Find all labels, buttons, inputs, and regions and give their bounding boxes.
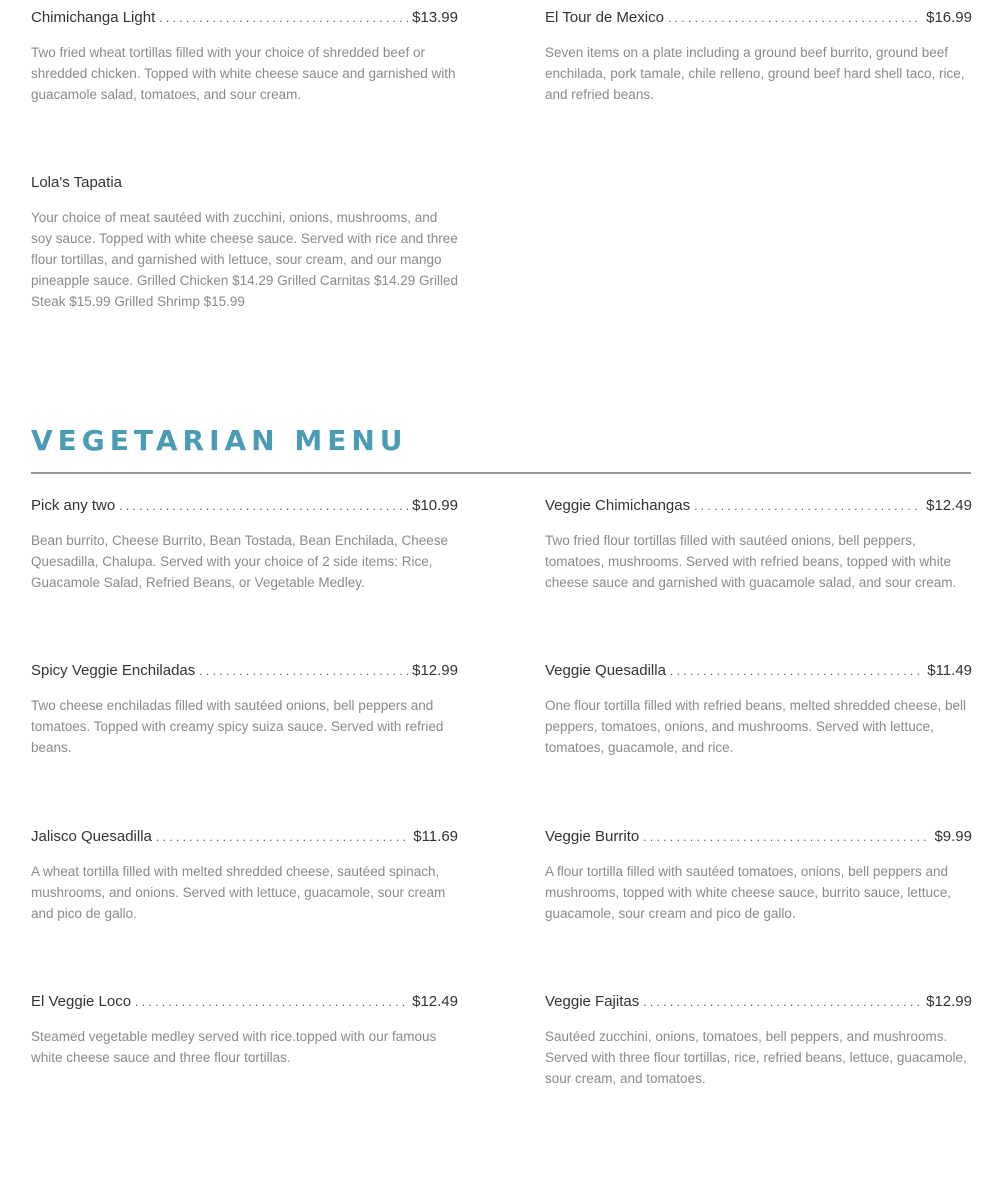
menu-item-name: El Veggie Loco — [31, 993, 132, 1010]
dot-leader — [159, 8, 408, 28]
menu-item-description: Your choice of meat sautéed with zucchini, onions, mushrooms, and soy sauce. Topped with white cheese sauce. Served with rice and three flour tortillas, and garnished with lettuce, sour cream, and our mango pineapple sauce. Grilled Chicken $14.29 Grilled Carnitas $14.29 Grilled Steak $15.99 Grilled Shrimp $15.99 — [31, 210, 458, 309]
menu-item-header — [545, 661, 972, 681]
section-divider — [31, 472, 971, 474]
menu-item-price: $9.99 — [934, 828, 972, 845]
dot-leader — [643, 827, 930, 847]
menu-item-price: $16.99 — [926, 9, 972, 26]
menu-item-description: One flour tortilla filled with refried beans, melted shredded cheese, bell peppers, tomatoes, onions, and mushrooms. Served with lettuce, tomatoes, guacamole, and rice. — [545, 698, 966, 755]
menu-item-description: A flour tortilla filled with sautéed tomatoes, onions, bell peppers and mushrooms, topped with white cheese sauce, burrito sauce, lettuce, guacamole, sour cream and pico de gallo. — [545, 864, 951, 921]
dot-leader — [694, 496, 922, 516]
menu-item-header — [545, 8, 972, 28]
menu-item-price: $12.49 — [412, 993, 458, 1010]
menu-item-header — [31, 173, 458, 193]
menu-item-header — [31, 8, 458, 28]
dot-leader — [135, 992, 408, 1012]
menu-item-description: A wheat tortilla filled with melted shredded cheese, sautéed spinach, mushrooms, and onions. Served with lettuce, guacamole, sour cream and pico de gallo. — [31, 864, 446, 921]
section-title-vegetarian-menu: VEGETARIAN MENU — [31, 424, 408, 457]
menu-item-description: Sautéed zucchini, onions, tomatoes, bell peppers, and mushrooms. Served with three flour tortillas, rice, refried beans, lettuce, guacamole, sour cream, and tomatoes. — [545, 1029, 967, 1086]
menu-item-price: $11.69 — [413, 828, 458, 845]
menu-item-description: Two cheese enchiladas filled with sautéed onions, bell peppers and tomatoes. Topped with creamy spicy suiza sauce. Served with refried beans. — [31, 698, 444, 755]
menu-item-name: El Tour de Mexico — [545, 9, 664, 26]
menu-item-chimichanga-light — [31, 8, 458, 105]
menu-item-veggie-fajitas — [545, 992, 972, 1089]
menu-item-price: $12.49 — [926, 497, 972, 514]
menu-item-header — [545, 496, 972, 516]
dot-leader — [156, 827, 409, 847]
menu-item-header — [31, 496, 458, 516]
menu-item-name: Veggie Quesadilla — [545, 662, 666, 679]
menu-item-header — [545, 992, 972, 1012]
menu-item-veggie-burrito — [545, 827, 972, 924]
menu-item-description: Two fried flour tortillas filled with sautéed onions, bell peppers, tomatoes, mushrooms. Served with refried beans, topped with white cheese sauce and garnished with guacamole salad, and sour cream. — [545, 533, 957, 590]
menu-item-name: Lola's Tapatia — [31, 174, 122, 191]
dot-leader — [119, 496, 408, 516]
menu-item-name: Pick any two — [31, 497, 116, 514]
menu-item-header — [31, 661, 458, 681]
menu-item-name: Veggie Chimichangas — [545, 497, 691, 514]
menu-item-veggie-quesadilla — [545, 661, 972, 758]
menu-item-description: Two fried wheat tortillas filled with your choice of shredded beef or shredded chicken. Topped with white cheese sauce and garnished with guacamole salad, tomatoes, and sour cream. — [31, 45, 456, 102]
menu-item-lolas-tapatia — [31, 173, 458, 312]
dot-leader — [643, 992, 922, 1012]
menu-item-description: Seven items on a plate including a ground beef burrito, ground beef enchilada, pork tamale, chile relleno, ground beef hard shell taco, rice, and refried beans. — [545, 45, 965, 102]
menu-item-price: $12.99 — [926, 993, 972, 1010]
menu-item-veggie-chimichangas — [545, 496, 972, 593]
menu-item-header — [31, 992, 458, 1012]
menu-item-el-tour-de-mexico — [545, 8, 972, 105]
menu-item-pick-any-two — [31, 496, 458, 593]
menu-item-price: $11.49 — [927, 662, 972, 679]
menu-item-price: $10.99 — [412, 497, 458, 514]
menu-item-name: Chimichanga Light — [31, 9, 156, 26]
menu-item-name: Jalisco Quesadilla — [31, 828, 152, 845]
menu-item-jalisco-quesadilla — [31, 827, 458, 924]
menu-item-description: Steamed vegetable medley served with rice.topped with our famous white cheese sauce and three flour tortillas. — [31, 1029, 437, 1065]
dot-leader — [670, 661, 923, 681]
menu-item-name: Veggie Burrito — [545, 828, 640, 845]
menu-item-name: Veggie Fajitas — [545, 993, 640, 1010]
menu-item-header — [545, 827, 972, 847]
menu-item-price: $12.99 — [412, 662, 458, 679]
menu-item-price: $13.99 — [412, 9, 458, 26]
menu-item-header — [31, 827, 458, 847]
menu-item-spicy-veggie-enchiladas — [31, 661, 458, 758]
dot-leader — [668, 8, 922, 28]
menu-item-name: Spicy Veggie Enchiladas — [31, 662, 196, 679]
menu-item-description: Bean burrito, Cheese Burrito, Bean Tostada, Bean Enchilada, Cheese Quesadilla, Chalupa. Served with your choice of 2 side items: Rice, Guacamole Salad, Refried Beans, or Vegetable Medley. — [31, 533, 449, 590]
dot-leader — [199, 661, 408, 681]
menu-item-el-veggie-loco — [31, 992, 458, 1068]
